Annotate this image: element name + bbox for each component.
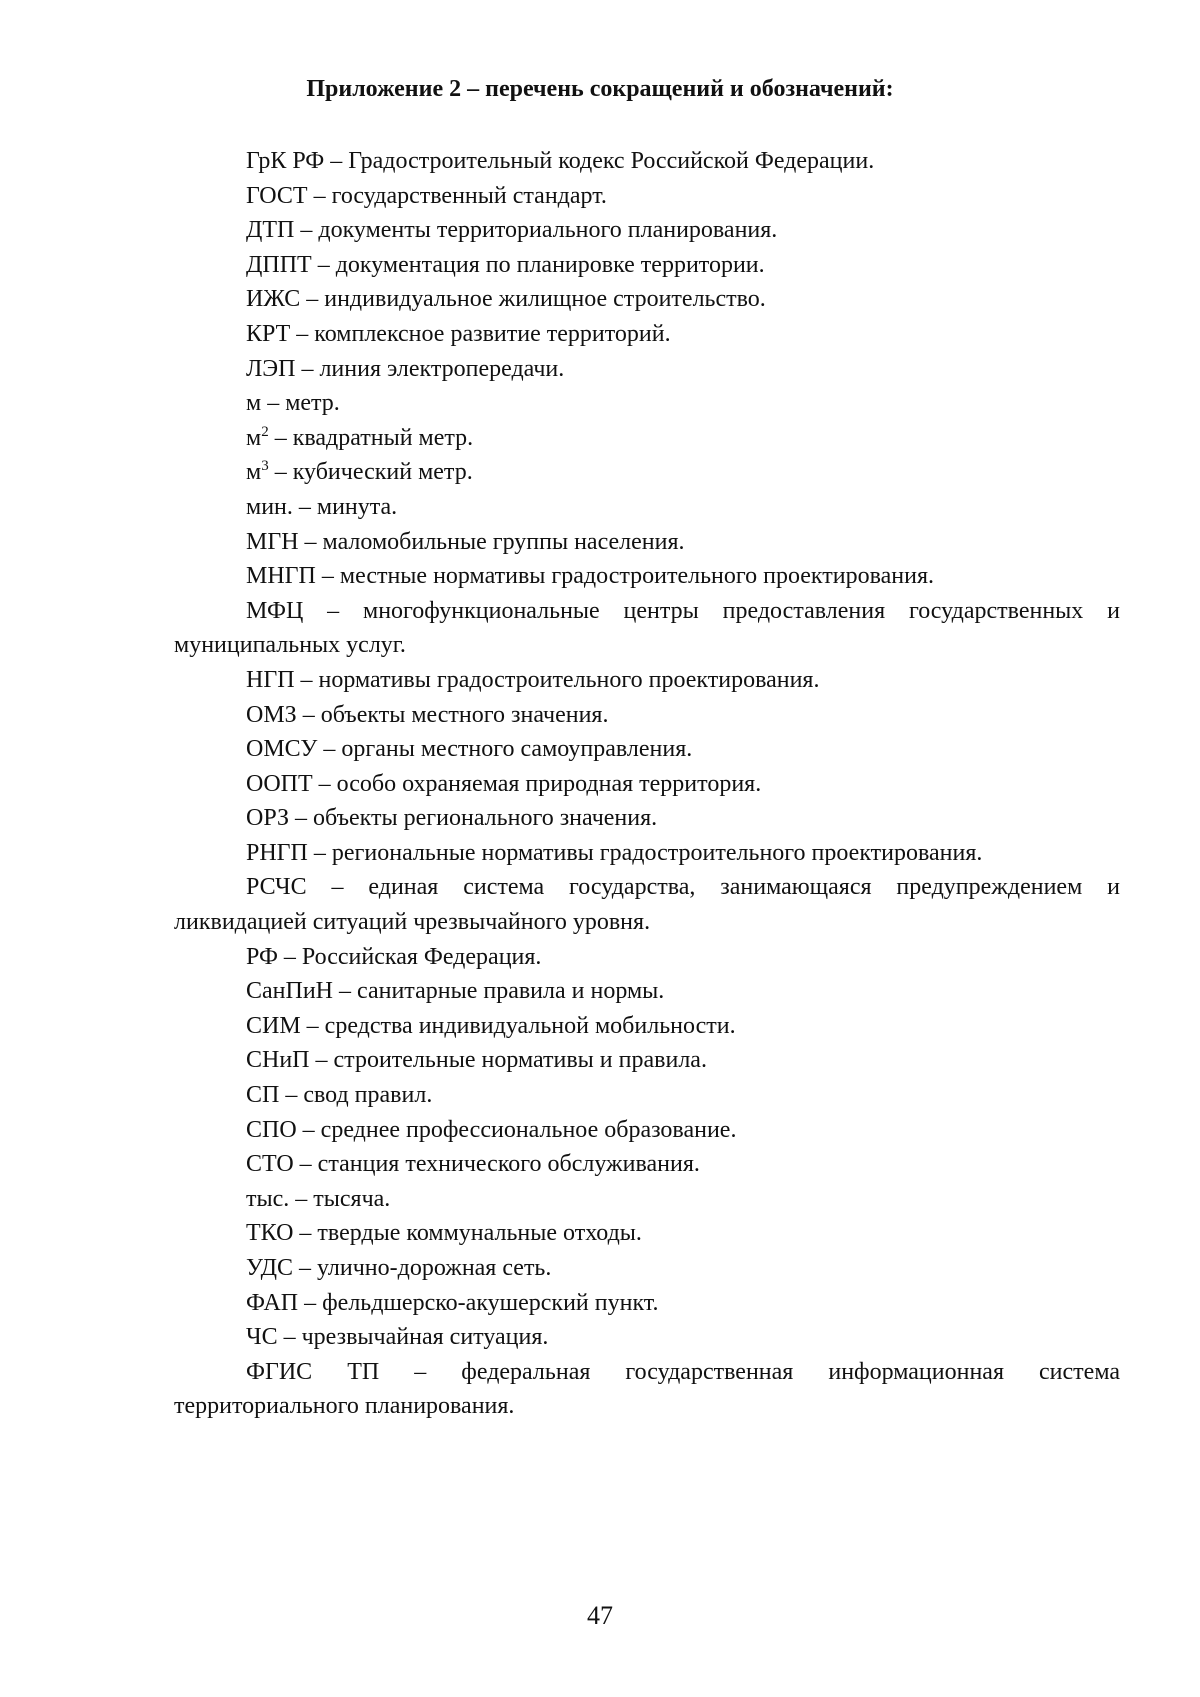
abbreviation-entry [174, 525, 1120, 560]
abbreviation-entry [174, 1182, 1120, 1217]
abbreviation-entry [174, 1355, 1120, 1424]
abbreviation-entry [174, 1078, 1120, 1113]
abbreviation-entry [174, 386, 1120, 421]
abbreviation-entry [174, 421, 1120, 456]
abbreviation-entry [174, 248, 1120, 283]
entry-text: ТКО – твердые коммунальные отходы. [246, 1220, 642, 1247]
entry-text: СТО – станция технического обслуживания. [246, 1151, 700, 1178]
entry-text: ГОСТ – государственный стандарт. [246, 182, 607, 209]
entry-text: ОМЗ – объекты местного значения. [246, 701, 609, 728]
abbreviation-entry [174, 698, 1120, 733]
abbreviation-entry [174, 767, 1120, 802]
abbreviation-entry [174, 144, 1120, 179]
entry-superscript: 3 [261, 458, 269, 475]
entry-text: ГрК РФ – Градостроительный кодекс Российской Федерации. [246, 148, 875, 174]
entry-text: МФЦ – многофункциональные центры предоставления государственных и муниципальных услуг. [174, 597, 1120, 659]
entry-text: СНиП – строительные нормативы и правила. [246, 1047, 707, 1074]
entry-abbreviation: м [246, 424, 262, 451]
abbreviation-entry [174, 801, 1120, 836]
entry-text: ЧС – чрезвычайная ситуация. [246, 1324, 549, 1351]
abbreviation-entry [174, 352, 1120, 387]
entry-text: ООПТ – особо охраняемая природная территория. [246, 770, 762, 797]
page-number: 47 [587, 1601, 613, 1630]
entry-text: УДС – улично-дорожная сеть. [246, 1255, 552, 1281]
entry-text: ФГИС ТП – федеральная государственная информационная система территориального планирования. [174, 1358, 1120, 1420]
abbreviation-entry [174, 732, 1120, 767]
entry-text: ИЖС – индивидуальное жилищное строительство. [246, 286, 766, 313]
entry-text: мин. – минута. [246, 493, 398, 520]
entry-text: РНГП – региональные нормативы градостроительного проектирования. [246, 839, 983, 866]
entry-text: РСЧС – единая система государства, занимающаяся предупреждением и ликвидацией ситуаций чрезвычайного уровня. [174, 874, 1120, 936]
abbreviation-entry [174, 1043, 1120, 1078]
entry-abbreviation: м [246, 459, 262, 486]
abbreviation-entry [174, 490, 1120, 525]
abbreviation-entry [174, 1216, 1120, 1251]
abbreviation-entry [174, 1320, 1120, 1355]
entry-text: СанПиН – санитарные правила и нормы. [246, 978, 665, 1005]
entry-text: ОМСУ – органы местного самоуправления. [246, 736, 693, 763]
page-title: Приложение 2 – перечень сокращений и обозначений: [306, 76, 894, 102]
abbreviation-entry [174, 836, 1120, 871]
entry-definition: – квадратный метр. [268, 424, 474, 451]
abbreviation-entry [174, 1251, 1120, 1286]
entry-text: ОРЗ – объекты регионального значения. [246, 805, 658, 832]
entry-text: МГН – маломобильные группы населения. [246, 528, 685, 555]
abbreviation-entry [174, 940, 1120, 975]
abbreviation-entry [174, 974, 1120, 1009]
abbreviation-entry [174, 1009, 1120, 1044]
abbreviation-entry [174, 594, 1120, 663]
abbreviation-entry [174, 213, 1120, 248]
entry-text: СИМ – средства индивидуальной мобильности. [246, 1012, 736, 1039]
abbreviation-entry [174, 179, 1120, 214]
entry-text: СПО – среднее профессиональное образование. [246, 1116, 737, 1143]
entry-text: тыс. – тысяча. [246, 1185, 391, 1212]
entry-text: КРТ – комплексное развитие территорий. [246, 320, 671, 347]
entry-text: РФ – Российская Федерация. [246, 943, 542, 970]
entry-text: ДППТ – документация по планировке территории. [246, 251, 765, 278]
abbreviation-entry [174, 282, 1120, 317]
abbreviation-entry [174, 1147, 1120, 1182]
abbreviation-entry [174, 559, 1120, 594]
entry-text: ЛЭП – линия электропередачи. [246, 355, 565, 382]
abbreviation-list [174, 144, 1120, 1424]
entry-superscript: 2 [261, 423, 269, 440]
abbreviation-entry [174, 663, 1120, 698]
entry-text: м – метр. [246, 390, 340, 417]
abbreviation-entry [174, 870, 1120, 939]
abbreviation-entry [174, 1286, 1120, 1321]
abbreviation-entry [174, 317, 1120, 352]
entry-text: СП – свод правил. [246, 1082, 433, 1109]
abbreviation-entry [174, 1113, 1120, 1148]
abbreviation-entry [174, 455, 1120, 490]
entry-definition: – кубический метр. [268, 459, 473, 486]
entry-text: ДТП – документы территориального планирования. [246, 217, 778, 244]
entry-text: ФАП – фельдшерско-акушерский пункт. [246, 1289, 659, 1316]
entry-text: НГП – нормативы градостроительного проектирования. [246, 666, 820, 693]
entry-text: МНГП – местные нормативы градостроительного проектирования. [246, 563, 934, 590]
